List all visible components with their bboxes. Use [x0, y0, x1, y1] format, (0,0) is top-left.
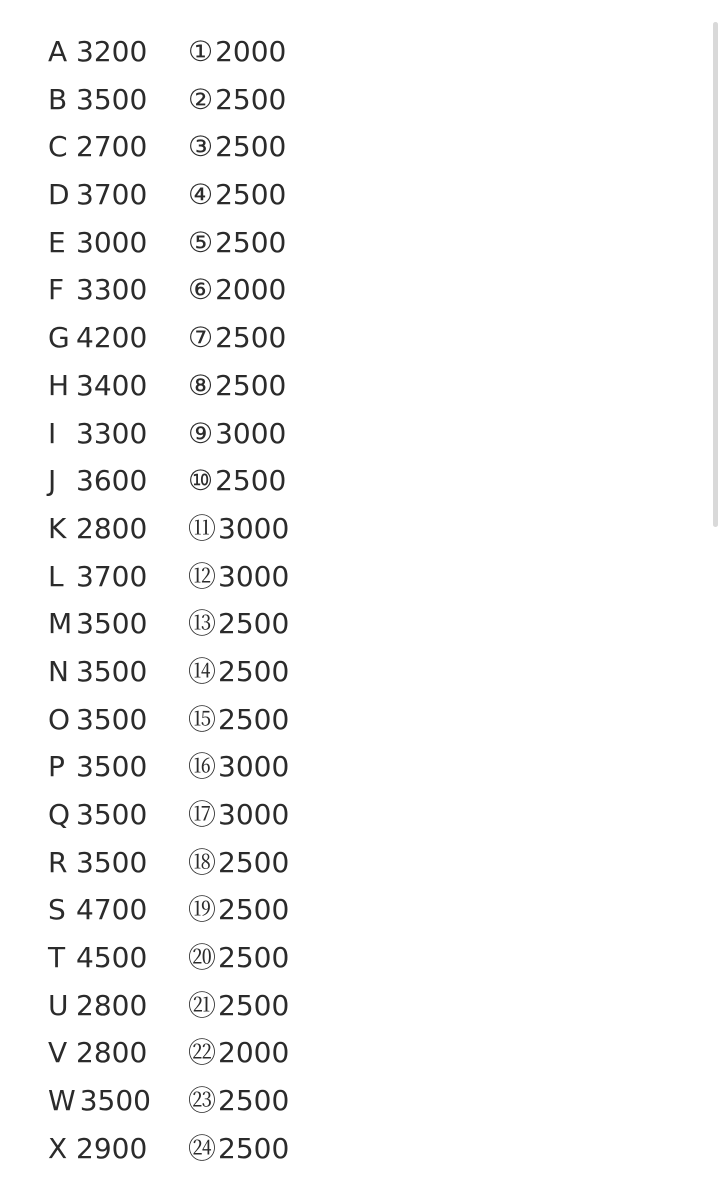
entry-right-value: 2500	[218, 607, 290, 641]
right-entry	[188, 982, 289, 1030]
entry-letter: N	[48, 654, 69, 688]
entry-right-value: 3000	[215, 416, 287, 450]
entry-right-value: 2500	[215, 82, 287, 116]
entry-left-value: 2800	[76, 511, 148, 545]
entry-right-value: 2500	[218, 1084, 290, 1118]
left-entry	[48, 505, 188, 553]
entry-left-value: 3500	[76, 82, 148, 116]
left-entry	[48, 123, 188, 171]
list-item	[48, 314, 648, 362]
list-item	[48, 839, 648, 887]
circled-number: ⑨	[188, 416, 214, 450]
list-item	[48, 266, 648, 314]
list-item	[48, 648, 648, 696]
right-entry	[188, 410, 286, 458]
left-entry	[48, 314, 188, 362]
entry-letter: D	[48, 178, 70, 212]
circled-number: ⑪	[188, 511, 217, 545]
right-entry	[188, 123, 286, 171]
scrollbar[interactable]	[713, 22, 718, 527]
entry-letter: L	[48, 559, 64, 593]
entry-letter: E	[48, 225, 66, 259]
entry-right-value: 2500	[215, 130, 287, 164]
circled-number: ④	[188, 178, 214, 212]
left-entry	[48, 743, 188, 791]
entry-left-value: 3500	[79, 1084, 151, 1118]
entry-letter: C	[48, 130, 68, 164]
entry-letter: K	[48, 511, 67, 545]
left-entry	[48, 1077, 188, 1125]
left-entry	[48, 1125, 188, 1173]
entry-right-value: 2000	[218, 1036, 290, 1070]
right-entry	[188, 791, 289, 839]
left-entry	[48, 982, 188, 1030]
left-entry	[48, 600, 188, 648]
left-entry	[48, 791, 188, 839]
entry-letter: M	[48, 607, 73, 641]
right-entry	[188, 76, 286, 124]
entry-right-value: 2500	[215, 464, 287, 498]
list-item	[48, 886, 648, 934]
entry-right-value: 2500	[218, 654, 290, 688]
entry-left-value: 3500	[76, 845, 148, 879]
right-entry	[188, 696, 289, 744]
right-entry	[188, 362, 286, 410]
right-entry	[188, 648, 289, 696]
right-entry	[188, 266, 286, 314]
left-entry	[48, 934, 188, 982]
entry-right-value: 2500	[215, 178, 287, 212]
right-entry	[188, 839, 289, 887]
right-entry	[188, 1077, 289, 1125]
scrollbar-thumb[interactable]	[713, 22, 718, 527]
entry-letter: S	[48, 893, 66, 927]
left-entry	[48, 362, 188, 410]
left-entry	[48, 76, 188, 124]
entry-letter: O	[48, 702, 71, 736]
right-entry	[188, 28, 286, 76]
entry-right-value: 2500	[215, 225, 287, 259]
list-item	[48, 219, 648, 267]
list-item	[48, 362, 648, 410]
circled-number: ①	[188, 35, 214, 68]
circled-number: ⑧	[188, 368, 214, 402]
entry-letter: I	[48, 416, 57, 450]
entry-left-value: 3300	[76, 416, 148, 450]
left-entry	[48, 171, 188, 219]
right-entry	[188, 1125, 289, 1173]
entry-left-value: 2900	[76, 1131, 148, 1165]
list-item	[48, 1029, 648, 1077]
entry-left-value: 2700	[76, 130, 148, 164]
entry-left-value: 4700	[76, 893, 148, 927]
entry-letter: P	[48, 750, 65, 784]
entry-right-value: 2500	[218, 988, 290, 1022]
left-entry	[48, 28, 188, 76]
entry-left-value: 3500	[76, 750, 148, 784]
entry-left-value: 3700	[76, 559, 148, 593]
entry-left-value: 3500	[76, 702, 148, 736]
entry-letter: Q	[48, 798, 71, 831]
list-item	[48, 600, 648, 648]
circled-number: ⑩	[188, 464, 214, 498]
entry-right-value: 3000	[218, 511, 290, 545]
entry-right-value: 2500	[218, 1131, 290, 1165]
entry-letter: H	[48, 368, 70, 402]
left-entry	[48, 266, 188, 314]
list-item	[48, 123, 648, 171]
circled-number: ⑫	[188, 559, 217, 593]
list-item	[48, 1077, 648, 1125]
list-item	[48, 1125, 648, 1173]
left-entry	[48, 839, 188, 887]
circled-number: ㉓	[188, 1084, 217, 1118]
list-item	[48, 457, 648, 505]
circled-number: ⑯	[188, 750, 217, 784]
right-entry	[188, 457, 286, 505]
left-entry	[48, 648, 188, 696]
price-list	[48, 28, 648, 1173]
entry-left-value: 3500	[76, 798, 148, 831]
entry-right-value: 2500	[215, 368, 287, 402]
right-entry	[188, 314, 286, 362]
list-item	[48, 696, 648, 744]
circled-number: ㉔	[188, 1131, 217, 1165]
circled-number: ⑥	[188, 273, 214, 307]
right-entry	[188, 600, 289, 648]
circled-number: ㉒	[188, 1036, 217, 1070]
entry-left-value: 3600	[76, 464, 148, 498]
entry-right-value: 3000	[218, 559, 290, 593]
entry-right-value: 2500	[218, 845, 290, 879]
circled-number: ③	[188, 130, 214, 164]
entry-left-value: 3500	[76, 607, 148, 641]
circled-number: ⑰	[188, 798, 217, 831]
entry-letter: X	[48, 1131, 68, 1165]
entry-letter: U	[48, 988, 69, 1022]
list-item	[48, 410, 648, 458]
left-entry	[48, 553, 188, 601]
list-item	[48, 505, 648, 553]
entry-left-value: 2800	[76, 1036, 148, 1070]
right-entry	[188, 553, 289, 601]
entry-letter: A	[48, 35, 68, 68]
entry-left-value: 4500	[76, 941, 148, 975]
circled-number: ㉑	[188, 988, 217, 1022]
left-entry	[48, 410, 188, 458]
right-entry	[188, 934, 289, 982]
entry-left-value: 3300	[76, 273, 148, 307]
list-item	[48, 553, 648, 601]
entry-left-value: 3500	[76, 654, 148, 688]
entry-letter: W	[48, 1084, 76, 1118]
entry-left-value: 3700	[76, 178, 148, 212]
circled-number: ⑱	[188, 845, 217, 879]
list-item	[48, 28, 648, 76]
left-entry	[48, 696, 188, 744]
entry-left-value: 3200	[76, 35, 148, 68]
entry-right-value: 3000	[218, 798, 290, 831]
entry-right-value: 2500	[218, 893, 290, 927]
entry-letter: G	[48, 321, 70, 355]
left-entry	[48, 219, 188, 267]
circled-number: ⑦	[188, 321, 214, 355]
right-entry	[188, 1029, 289, 1077]
entry-left-value: 4200	[76, 321, 148, 355]
entry-right-value: 2500	[218, 702, 290, 736]
entry-letter: V	[48, 1036, 68, 1070]
entry-left-value: 3400	[76, 368, 148, 402]
circled-number: ⑭	[188, 654, 217, 688]
entry-right-value: 2000	[215, 273, 287, 307]
entry-right-value: 2000	[215, 35, 287, 68]
list-item	[48, 76, 648, 124]
left-entry	[48, 457, 188, 505]
entry-right-value: 2500	[218, 941, 290, 975]
entry-letter: B	[48, 82, 68, 116]
circled-number: ⑮	[188, 702, 217, 736]
entry-letter: J	[48, 464, 57, 498]
list-item	[48, 743, 648, 791]
entry-right-value: 3000	[218, 750, 290, 784]
circled-number: ②	[188, 82, 214, 116]
circled-number: ⑤	[188, 225, 214, 259]
entry-right-value: 2500	[215, 321, 287, 355]
circled-number: ⑬	[188, 607, 217, 641]
entry-letter: R	[48, 845, 68, 879]
circled-number: ⑲	[188, 893, 217, 927]
left-entry	[48, 886, 188, 934]
right-entry	[188, 219, 286, 267]
left-entry	[48, 1029, 188, 1077]
entry-letter: T	[48, 941, 66, 975]
circled-number: ⑳	[188, 941, 217, 975]
list-item	[48, 982, 648, 1030]
list-item	[48, 171, 648, 219]
right-entry	[188, 743, 289, 791]
entry-left-value: 2800	[76, 988, 148, 1022]
right-entry	[188, 505, 289, 553]
list-item	[48, 791, 648, 839]
right-entry	[188, 886, 289, 934]
right-entry	[188, 171, 286, 219]
list-item	[48, 934, 648, 982]
entry-left-value: 3000	[76, 225, 148, 259]
entry-letter: F	[48, 273, 65, 307]
